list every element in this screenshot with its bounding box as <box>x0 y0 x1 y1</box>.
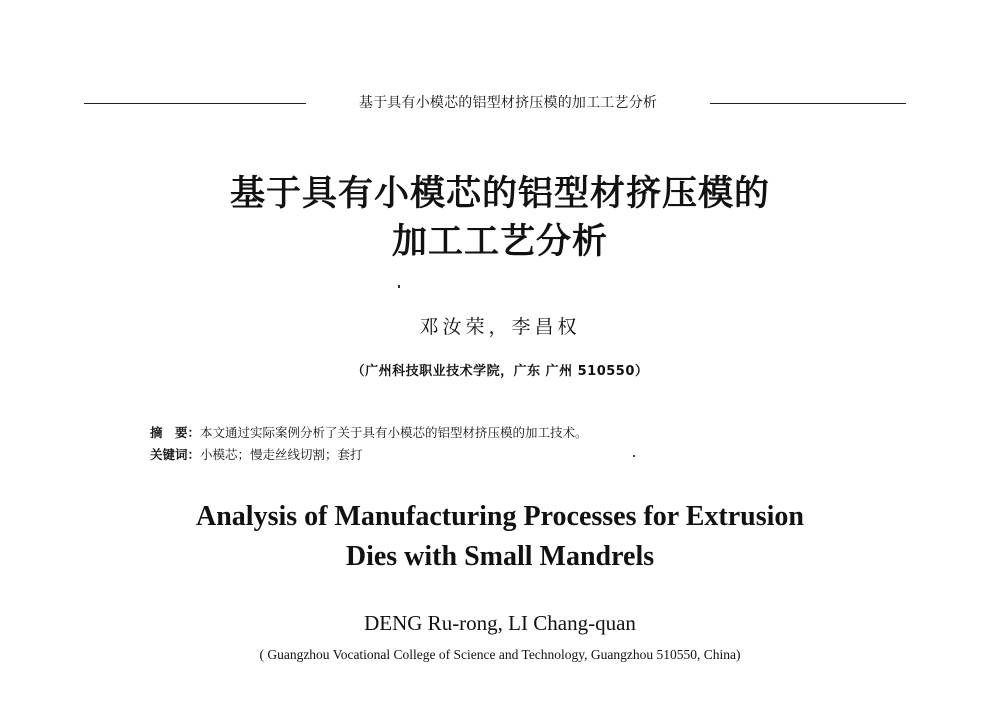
abstract-row <box>150 422 870 444</box>
abstract-block <box>150 422 870 466</box>
keywords-row <box>150 444 870 466</box>
abstract-text: 本文通过实际案例分析了关于具有小模芯的铝型材挤压模的加工技术。 <box>200 425 588 440</box>
header-rule-left <box>84 103 306 104</box>
chinese-authors: 邓汝荣，李昌权 <box>419 316 581 338</box>
english-title-line-1: Analysis of Manufacturing Processes for Extrusion <box>196 501 804 532</box>
running-header-text: 基于具有小模芯的铝型材挤压模的加工工艺分析 <box>358 95 658 111</box>
english-title <box>0 497 1000 577</box>
english-authors: DENG Ru-rong, LI Chang-quan <box>364 611 636 635</box>
scan-dot <box>633 455 635 457</box>
chinese-title-line-1: 基于具有小模芯的铝型材挤压模的 <box>229 173 770 214</box>
keywords-text: 小模芯；慢走丝线切割；套打 <box>200 447 363 462</box>
english-title-line-2: Dies with Small Mandrels <box>345 541 655 572</box>
english-affiliation: ( Guangzhou Vocational College of Science and Technology, Guangzhou 510550, China) <box>259 647 741 662</box>
chinese-affiliation: （广州科技职业技术学院，广东 广州 510550） <box>351 364 649 379</box>
keywords-label: 关键词： <box>150 447 201 462</box>
scan-speck <box>398 285 400 288</box>
abstract-label: 摘 要： <box>150 425 201 440</box>
header-rule-right <box>710 103 906 104</box>
chinese-title <box>0 170 1000 266</box>
chinese-title-line-2: 加工工艺分析 <box>391 221 608 262</box>
running-header <box>80 92 912 114</box>
